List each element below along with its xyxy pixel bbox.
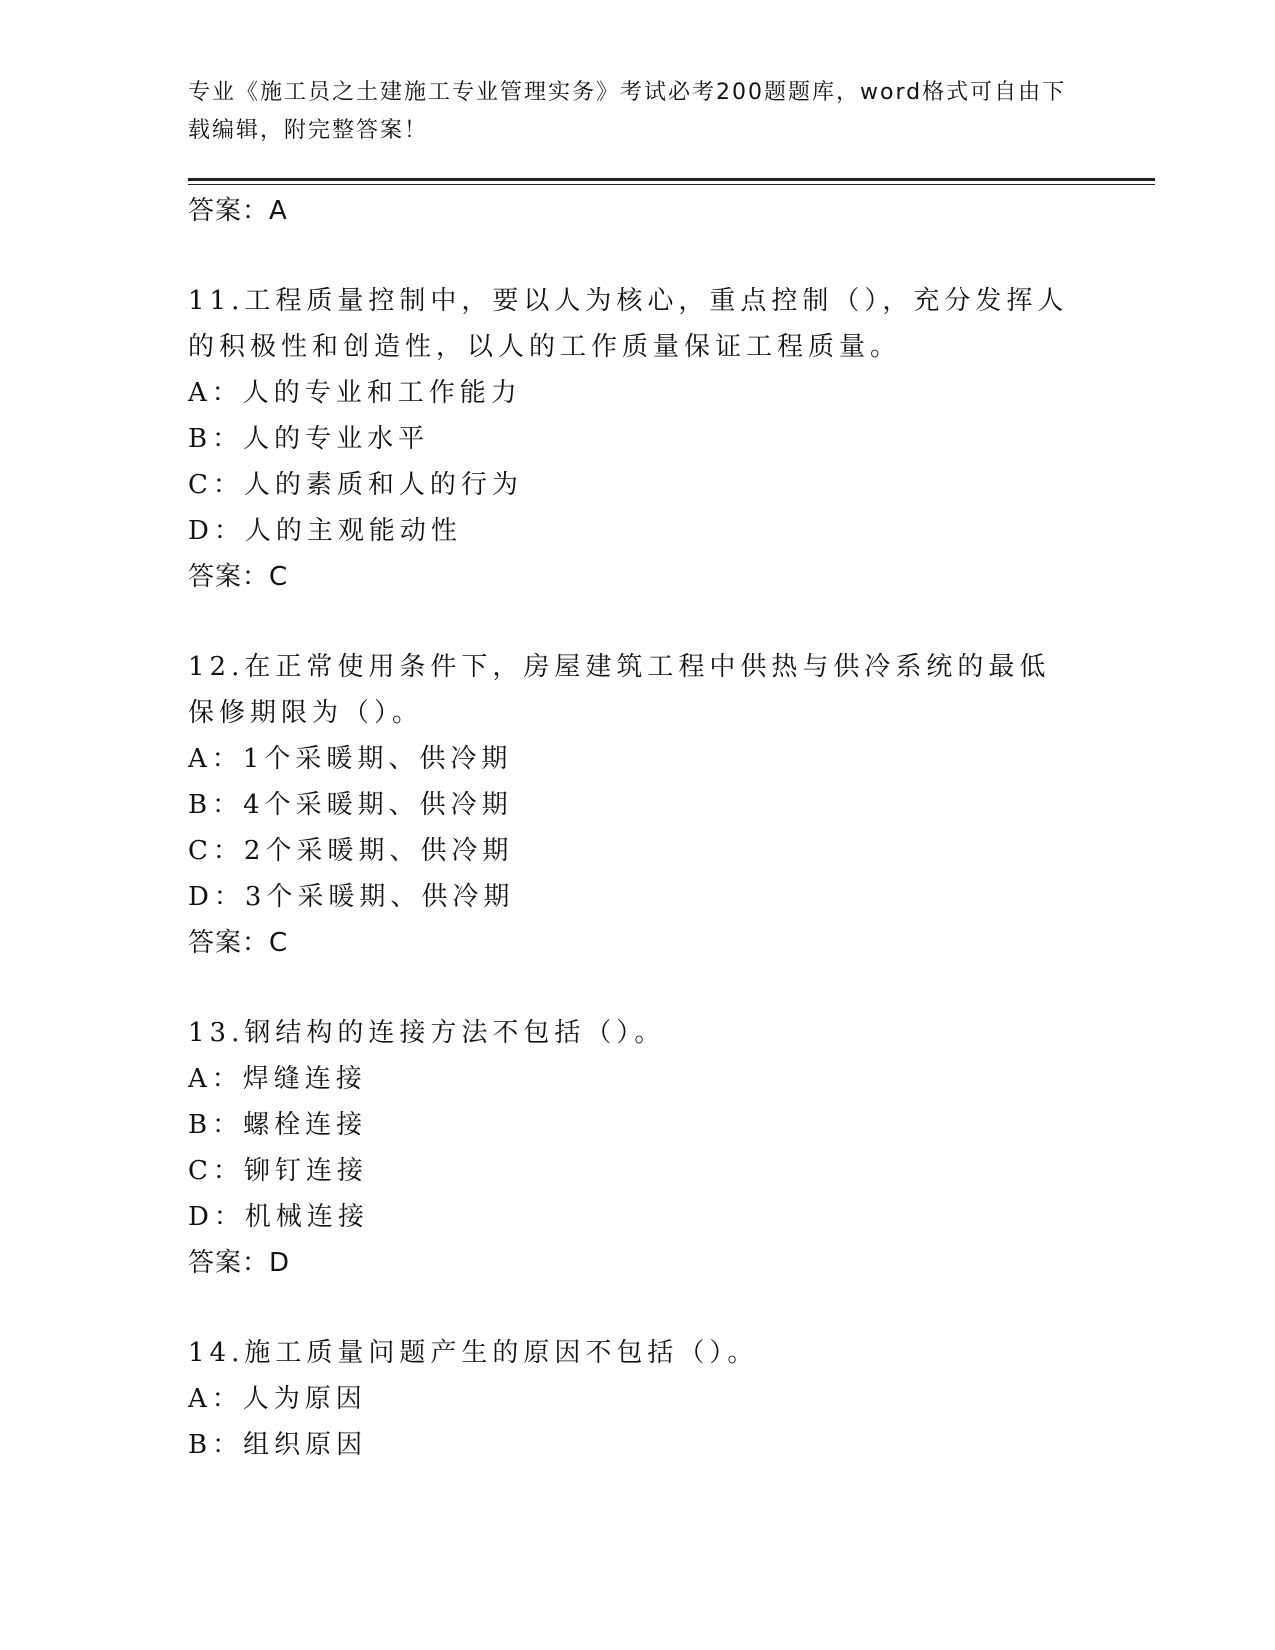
answer-line: 答案：D bbox=[188, 1248, 291, 1278]
spacer bbox=[188, 234, 1088, 278]
option-c: C：2个采暖期、供冷期 bbox=[188, 836, 514, 866]
question-text: 13.钢结构的连接方法不包括（）。 bbox=[188, 1018, 666, 1048]
option-c: C：人的素质和人的行为 bbox=[188, 470, 523, 500]
answer-line: 答案：C bbox=[188, 562, 289, 592]
option-b: B：4个采暖期、供冷期 bbox=[188, 790, 513, 820]
question-list bbox=[188, 188, 1088, 1468]
spacer bbox=[188, 966, 1088, 1010]
header-divider-thick bbox=[188, 178, 1155, 181]
option-a: A：人为原因 bbox=[188, 1384, 367, 1414]
answer-line: 答案：C bbox=[188, 928, 289, 958]
option-d: D：人的主观能动性 bbox=[188, 516, 462, 546]
option-d: D：机械连接 bbox=[188, 1202, 369, 1232]
option-a: A：焊缝连接 bbox=[188, 1064, 367, 1094]
document-header: 专业《施工员之土建施工专业管理实务》考试必考200题题库，word格式可自由下载编辑，附完整答案！ bbox=[188, 80, 1067, 143]
option-c: C：铆钉连接 bbox=[188, 1156, 368, 1186]
question-text: 11.工程质量控制中，要以人为核心，重点控制（），充分发挥人的积极性和创造性，以人的工作质量保证工程质量。 bbox=[188, 286, 1069, 362]
question-block bbox=[188, 1330, 1088, 1468]
question-block bbox=[188, 278, 1088, 600]
option-d: D：3个采暖期、供冷期 bbox=[188, 882, 515, 912]
option-a: A：人的专业和工作能力 bbox=[188, 378, 522, 408]
question-text: 12.在正常使用条件下，房屋建筑工程中供热与供冷系统的最低保修期限为（）。 bbox=[188, 652, 1051, 728]
option-b: B：螺栓连接 bbox=[188, 1110, 368, 1140]
header-divider-thin bbox=[188, 184, 1155, 185]
option-b: B：人的专业水平 bbox=[188, 424, 430, 454]
spacer bbox=[188, 1286, 1088, 1330]
answer-line: 答案：A bbox=[188, 196, 288, 226]
option-b: B：组织原因 bbox=[188, 1430, 368, 1460]
question-block bbox=[188, 1010, 1088, 1286]
option-a: A：1个采暖期、供冷期 bbox=[188, 744, 513, 774]
spacer bbox=[188, 600, 1088, 644]
question-text: 14.施工质量问题产生的原因不包括（）。 bbox=[188, 1338, 759, 1368]
question-block bbox=[188, 644, 1088, 966]
